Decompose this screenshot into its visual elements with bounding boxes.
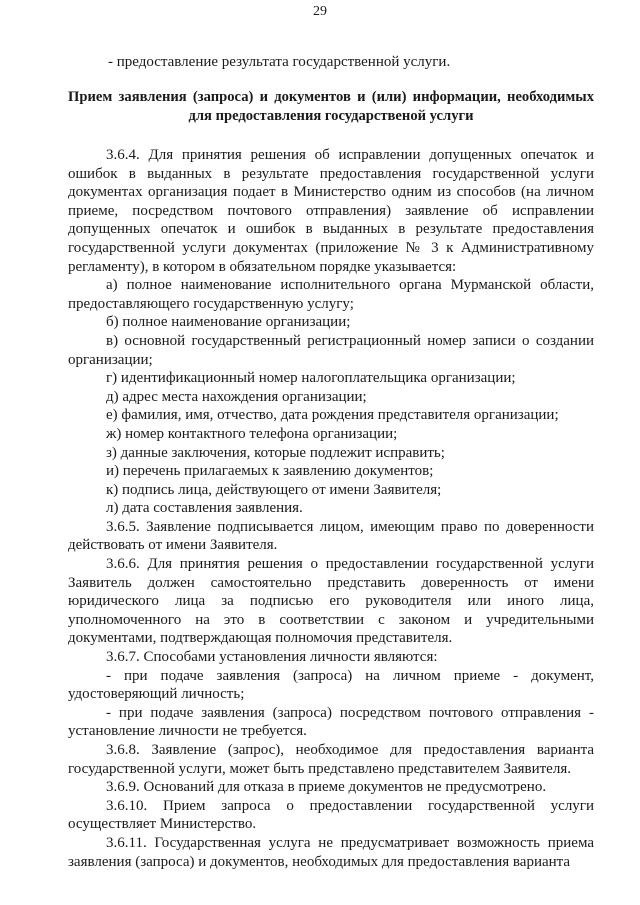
- paragraph: 3.6.10. Прием запроса о предоставлении государственной услуги осуществляет Министерство.: [68, 797, 594, 833]
- paragraph: 3.6.9. Оснований для отказа в приеме документов не предусмотрено.: [106, 779, 547, 796]
- list-item: ж) номер контактного телефона организации;: [106, 425, 398, 442]
- list-item: - при подаче заявления (запроса) на личном приеме - документ, удостоверяющий личность;: [68, 667, 594, 703]
- list-item: е) фамилия, имя, отчество, дата рождения представителя организации;: [106, 407, 559, 424]
- list-item: б) полное наименование организации;: [106, 314, 351, 331]
- paragraph: 3.6.4. Для принятия решения об исправлении допущенных опечаток и ошибок в выданных в результате предоставления государственной услуги документах организация подает в Министерство одним из способов (на личном приеме, посредством почтового отправления) заявление об исправлении допущенных опечаток и ошибок в выданных в результате предоставления государственной услуги документах (приложение № 3 к Административному регламенту), в котором в обязательном порядке указывается:: [68, 147, 594, 275]
- list-item: г) идентификационный номер налогоплательщика организации;: [106, 370, 516, 387]
- list-item: к) подпись лица, действующего от имени Заявителя;: [106, 481, 442, 498]
- paragraph: 3.6.11. Государственная услуга не предусматривает возможность приема заявления (запроса) и документов, необходимых для предоставления варианта: [68, 834, 594, 870]
- paragraph: 3.6.5. Заявление подписывается лицом, имеющим право по доверенности действовать от имени Заявителя.: [68, 518, 594, 554]
- paragraph: 3.6.6. Для принятия решения о предоставлении государственной услуги Заявитель должен самостоятельно представить доверенность от имени юридического лица за подписью его руководителя или иного лица, уполномоченного на это в соответствии с законом и учредительными документами, подтверждающая полномочия представителя.: [68, 556, 594, 647]
- section-heading: Прием заявления (запроса) и документов и (или) информации, необходимых для предоставления государственой услуги: [68, 89, 594, 124]
- lead-line: - предоставление результата государственной услуги.: [108, 54, 451, 70]
- body-text: [68, 146, 594, 871]
- list-item: з) данные заключения, которые подлежит исправить;: [106, 444, 445, 461]
- page-number: 29: [313, 4, 327, 19]
- paragraph: 3.6.7. Способами установления личности являются:: [106, 649, 438, 666]
- list-item: д) адрес места нахождения организации;: [106, 388, 367, 405]
- list-item: а) полное наименование исполнительного органа Мурманской области, предоставляющего государственную услугу;: [68, 277, 594, 312]
- list-item: - при подаче заявления (запроса) посредством почтового отправления - установление личности не требуется.: [68, 704, 594, 740]
- list-item: в) основной государственный регистрационный номер записи о создании организации;: [68, 332, 594, 368]
- list-item: л) дата составления заявления.: [106, 500, 303, 517]
- paragraph: 3.6.8. Заявление (запрос), необходимое для предоставления варианта государственной услуги, может быть представлено представителем Заявителя.: [68, 742, 594, 777]
- list-item: и) перечень прилагаемых к заявлению документов;: [106, 463, 434, 480]
